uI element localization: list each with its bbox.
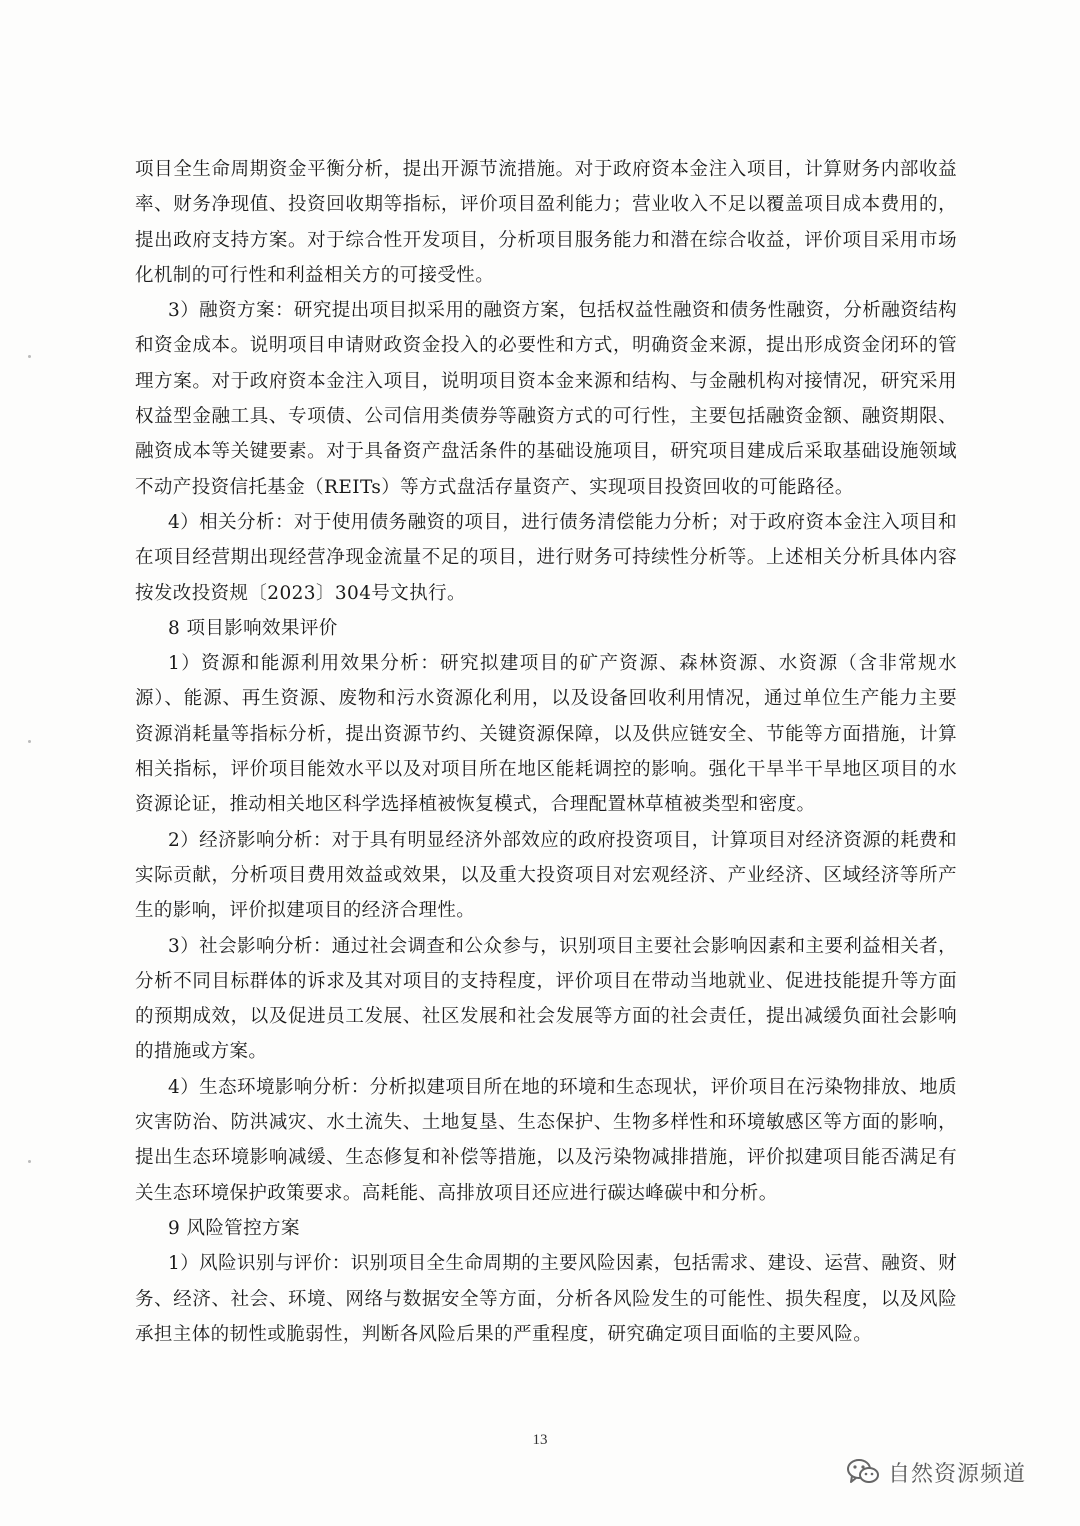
paragraph-social-impact: 3）社会影响分析：通过社会调查和公众参与，识别项目主要社会影响因素和主要利益相关者，分析不同目标群体的诉求及其对项目的支持程度，评价项目在带动当地就业、促进技能提升等方面的预期成效，以及促进员工发展、社区发展和社会发展等方面的社会责任，提出减缓负面社会影响的措施或方案。 — [135, 935, 957, 1063]
paragraph-risk-identification: 1）风险识别与评价：识别项目全生命周期的主要风险因素，包括需求、建设、运营、融资、财务、经济、社会、环境、网络与数据安全等方面，分析各风险发生的可能性、损失程度，以及风险承担主体的韧性或脆弱性，判断各风险后果的严重程度，研究确定项目面临的主要风险。 — [135, 1253, 957, 1345]
paragraph-funding-balance: 项目全生命周期资金平衡分析，提出开源节流措施。对于政府资本金注入项目，计算财务内部收益率、财务净现值、投资回收期等指标，评价项目盈利能力；营业收入不足以覆盖项目成本费用的，提出政府支持方案。对于综合性开发项目，分析项目服务能力和潜在综合收益，评价项目采用市场化机制的可行性和利益相关方的可接受性。 — [135, 159, 957, 286]
paragraph-resource-energy: 1）资源和能源利用效果分析：研究拟建项目的矿产资源、森林资源、水资源（含非常规水源）、能源、再生资源、废物和污水资源化利用，以及设备回收利用情况，通过单位生产能力主要资源消耗量等指标分析，提出资源节约、关键资源保障，以及供应链安全、节能等方面措施，计算相关指标，评价项目能效水平以及对项目所在地区能耗调控的影响。强化干旱半干旱地区项目的水资源论证，推动相关地区科学选择植被恢复模式，合理配置林草植被类型和密度。 — [135, 653, 957, 816]
section-heading-8: 8 项目影响效果评价 — [168, 617, 338, 639]
page-number: 13 — [532, 1432, 548, 1448]
scan-dot — [28, 1160, 31, 1163]
paragraph-economic-impact: 2）经济影响分析：对于具有明显经济外部效应的政府投资项目，计算项目对经济资源的耗费和实际贡献，分析项目费用效益或效果，以及重大投资项目对宏观经济、产业经济、区域经济等所产生的影响，评价拟建项目的经济合理性。 — [135, 829, 957, 922]
watermark-text: 自然资源频道 — [888, 1461, 1027, 1487]
wechat-icon — [846, 1457, 880, 1487]
paragraph-financing-plan: 3）融资方案：研究提出项目拟采用的融资方案，包括权益性融资和债务性融资，分析融资结构和资金成本。说明项目申请财政资金投入的必要性和方式，明确资金来源，提出形成资金闭环的管理方案。对于政府资本金注入项目，说明项目资本金来源和结构、与金融机构对接情况，研究采用权益型金融工具、专项债、公司信用类债券等融资方式的可行性，主要包括融资金额、融资期限、融资成本等关键要素。对于具备资产盘活条件的基础设施项目，研究项目建成后采取基础设施领域不动产投资信托基金（REITs）等方式盘活存量资产、实现项目投资回收的可能路径。 — [135, 300, 957, 498]
scan-dot — [28, 740, 31, 743]
watermark — [846, 1452, 1026, 1492]
section-heading-9: 9 风险管控方案 — [168, 1217, 300, 1239]
scan-dot — [28, 355, 31, 358]
page-content — [135, 152, 957, 1352]
paragraph-eco-impact: 4）生态环境影响分析：分析拟建项目所在地的环境和生态现状，评价项目在污染物排放、地质灾害防治、防洪减灾、水土流失、土地复垦、生态保护、生物多样性和环境敏感区等方面的影响，提出生态环境影响减缓、生态修复和补偿等措施，以及污染物减排措施，评价拟建项目能否满足有关生态环境保护政策要求。高耗能、高排放项目还应进行碳达峰碳中和分析。 — [135, 1076, 957, 1204]
paragraph-related-analysis: 4）相关分析：对于使用债务融资的项目，进行债务清偿能力分析；对于政府资本金注入项目和在项目经营期出现经营净现金流量不足的项目，进行财务可持续性分析等。上述相关分析具体内容按发改投资规〔2023〕304号文执行。 — [135, 511, 957, 604]
